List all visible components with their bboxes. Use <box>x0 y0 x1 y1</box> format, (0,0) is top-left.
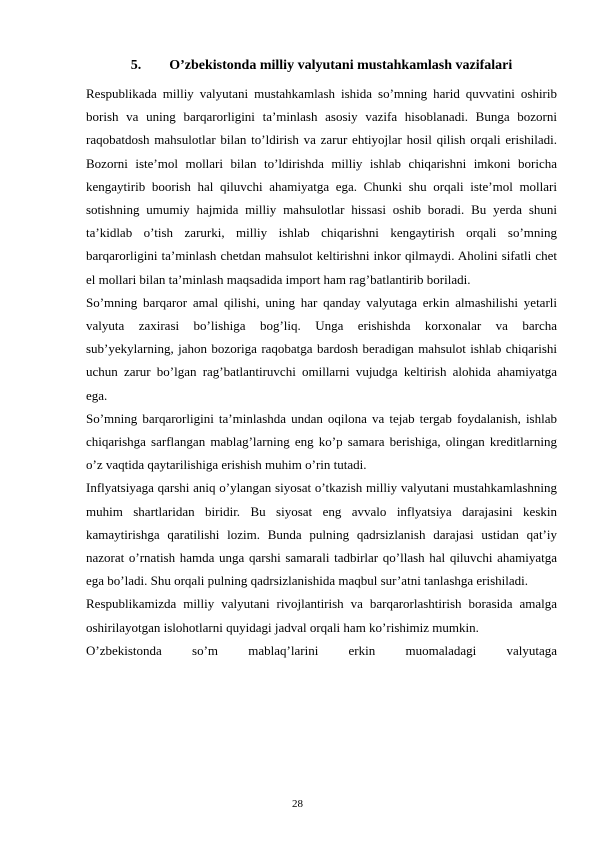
paragraph-4: Inflyatsiyaga qarshi aniq o’ylangan siyosat o’tkazish milliy valyutani mustahkamlashning muhim shartlaridan biridir. Bu siyosat eng avvalo inflyatsiya darajasini keskin kamaytirishga qaratilishi lozim. Bunda pulning qadrsizlanish darajasi ustidan qat’iy nazorat o’rnatish hamda unga qarshi samarali tadbirlar qo’llash hal qiluvchi ahamiyatga ega bo’ladi. Shu orqali pulning qadrsizlanishida maqbul sur’atni tanlashga erishiladi. <box>86 480 557 589</box>
document-page <box>86 56 557 662</box>
section-number: 5. <box>130 58 142 73</box>
section-heading <box>86 56 557 76</box>
paragraph-3: So’mning barqarorligini ta’minlashda undan oqilona va tejab tergab foydalanish, ishlab chiqarishga sarflangan mablag’larning eng ko’p samara berishiga, olingan kreditlarning o’z vaqtida qaytarilishiga erishish muhim o’rin tutadi. <box>86 410 557 473</box>
paragraph-6: O’zbekistonda so’m mablaq’larini erkin muomaladagi valyutaga <box>86 642 557 658</box>
paragraph-5: Respublikamizda milliy valyutani rivojlantirish va barqarorlashtirish borasida amalga oshirilayotgan islohotlarni quyidagi jadval orqali ham ko’rishimiz mumkin. <box>86 596 557 635</box>
paragraph-2: So’mning barqaror amal qilishi, uning har qanday valyutaga erkin almashilishi yetarli valyuta zaxirasi bo’lishiga bog’liq. Unga erishishda korxonalar va barcha sub’yekylarning, jahon bozoriga raqobatga bardosh beradigan mahsulot ishlab chiqarishi uchun zarur bo’lgan rag’batlantiruvchi omillarni vujudga keltirish alohida ahamiyatga ega. <box>86 294 557 403</box>
paragraph-1: Respublikada milliy valyutani mustahkamlash ishida so’mning harid quvvatini oshirib borish va uning barqarorligini ta’minlash asosiy vazifa hisoblanadi. Bunga bozorni raqobatdosh mahsulotlar bilan to’ldirish va zarur ehtiyojlar hosil qilish orqali erishiladi. Bozorni iste’mol mollari bilan to’ldirishda milliy ishlab chiqarishni imkoni boricha kengaytirib boorish hal qiluvchi ahamiyatga ega. Chunki shu orqali iste’mol mollari sotishning umumiy hajmida milliy mahsulotlar hissasi oshib boradi. Bu yerda shuni ta’kidlab o’tish zarurki, milliy ishlab chiqarishni kengaytirish orqali so’mning barqarorligini ta’minlash chetdan mahsulot keltirishni inkor qilmaydi. Aholini sifatli chet el mollari bilan ta’minlash maqsadida import ham rag’batlantirib boriladi. <box>86 86 557 287</box>
page-number: 28 <box>292 798 303 810</box>
section-title: O’zbekistonda milliy valyutani mustahkamlash vazifalari <box>169 58 513 73</box>
